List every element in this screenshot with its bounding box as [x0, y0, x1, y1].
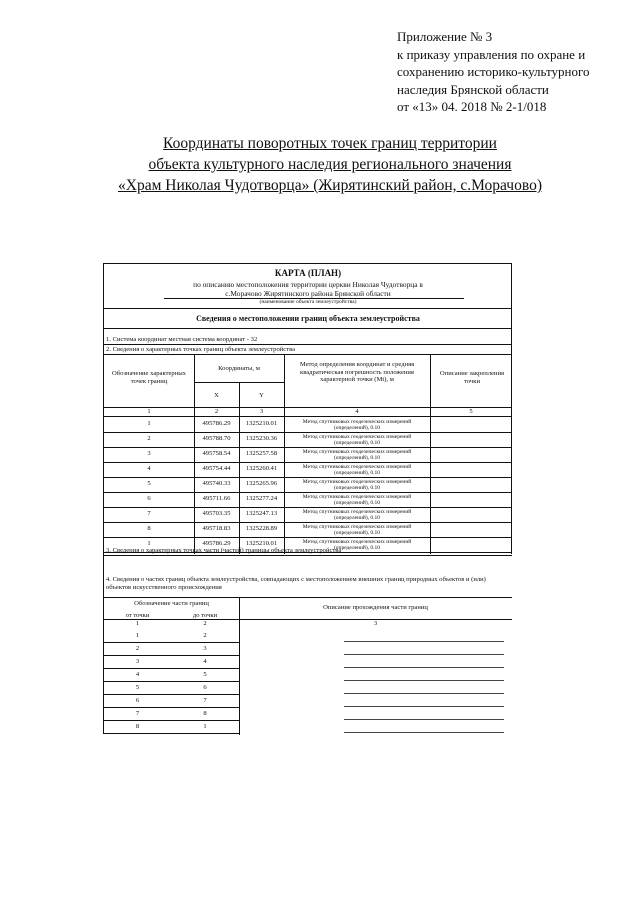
appendix-line: наследия Брянской области: [397, 81, 549, 97]
scanned-card: [103, 263, 512, 734]
table-row: [104, 507, 512, 522]
point-y: 1325260.41: [245, 465, 278, 472]
title-line: Координаты поворотных точек границ территории: [163, 135, 497, 152]
point-x: 495786.29: [202, 540, 231, 547]
appendix-line: от «13» 04. 2018 № 2-1/018: [397, 99, 547, 114]
point-y: 1325210.01: [245, 540, 278, 547]
card-subtitle-note: (наименование объекта землеустройства): [259, 299, 357, 305]
card-subtitle: с.Морачово Жирятинского района Брянской области: [225, 289, 391, 298]
col-y-header: Y: [259, 392, 264, 399]
table-row: [104, 417, 512, 432]
parts-num: 2: [203, 620, 207, 627]
part-to: 8: [203, 710, 207, 717]
part-to: 4: [203, 658, 207, 665]
point-method: Метод спутниковых геодезических измерений (определений), 0.10: [302, 539, 412, 551]
table-row: [104, 492, 512, 507]
part-from: 6: [135, 697, 140, 704]
col-num: 2: [214, 408, 219, 415]
part-to: 6: [203, 684, 207, 691]
table-row: [104, 447, 512, 462]
point-id: 1: [147, 540, 151, 547]
point-x: 495718.83: [202, 525, 231, 532]
divider: [104, 555, 512, 556]
part-from: 2: [135, 645, 140, 652]
item-1: 1. Система координат местная система координат - 32: [106, 336, 258, 343]
part-from: 5: [135, 684, 140, 691]
row-divider: [104, 733, 239, 734]
part-from: 7: [135, 710, 140, 717]
parts-col-header: Обозначение части границ: [134, 600, 209, 607]
part-from: 3: [135, 658, 140, 665]
appendix-line: к приказу управления по охране и: [397, 46, 586, 62]
item-4: 4. Сведения о частях границ объекта землеустройства, совпадающих с местоположением внешних границ природных объектов и (или) объектов искусственного происхождения: [106, 576, 486, 591]
card-subtitle: по описанию местоположения территории церкви Николая Чудотворца в: [193, 280, 423, 289]
point-y: 1325247.13: [245, 510, 278, 517]
point-method: Метод спутниковых геодезических измерений (определений), 0.10: [302, 524, 412, 536]
appendix-line: сохранению историко-культурного: [397, 64, 590, 79]
item-2: 2. Сведения о характерных точках границ объекта землеустройства: [106, 346, 296, 353]
col-coords-header: Координаты, м: [218, 365, 260, 372]
point-id: 1: [147, 420, 151, 427]
point-method: Метод спутниковых геодезических измерений (определений), 0.10: [302, 434, 412, 446]
col-x-header: X: [214, 392, 219, 399]
item-3: 3. Сведения о характерных точках части (частей) границы объекта землеустройства: [106, 547, 342, 554]
parts-col-to: до точки: [192, 612, 218, 619]
point-x: 495786.29: [202, 420, 231, 427]
col-num: 4: [355, 408, 359, 415]
point-x: 495758.54: [202, 450, 231, 457]
table-row: [104, 432, 512, 447]
title-line: объекта культурного наследия регионального значения: [148, 156, 512, 173]
card-heading: КАРТА (ПЛАН): [274, 268, 342, 278]
part-to: 7: [203, 697, 207, 704]
col-desc-header: Описание закрепления точки: [439, 370, 505, 385]
part-to: 2: [203, 632, 207, 639]
point-method: Метод спутниковых геодезических измерений (определений), 0.10: [302, 419, 412, 431]
parts-num: 1: [135, 620, 140, 627]
point-x: 495788.70: [202, 435, 231, 442]
divider: [104, 328, 512, 329]
point-y: 1325265.96: [245, 480, 278, 487]
appendix-block: [397, 28, 627, 116]
point-id: 3: [147, 450, 151, 457]
document-title: [60, 133, 600, 196]
part-from: 4: [135, 671, 140, 678]
point-y: 1325257.58: [245, 450, 278, 457]
part-to: 5: [203, 671, 207, 678]
point-method: Метод спутниковых геодезических измерений (определений), 0.10: [302, 449, 412, 461]
divider: [104, 308, 512, 309]
col-num: 1: [147, 408, 151, 415]
part-to: 1: [203, 723, 207, 730]
appendix-line: Приложение № 3: [397, 29, 493, 44]
col-num: 5: [469, 408, 473, 415]
parts-col-from: от точки: [125, 612, 150, 619]
table-row: [104, 522, 512, 537]
point-id: 7: [147, 510, 151, 517]
col-point-header: Обозначение характерных точек границ: [112, 370, 186, 385]
point-x: 495711.66: [202, 495, 231, 502]
table-row: [104, 462, 512, 477]
point-y: 1325277.24: [245, 495, 278, 502]
part-from: 8: [135, 723, 140, 730]
col-method-header: Метод определения координат и средняя квадратическая погрешность положения характерной точки (Mt), м: [299, 361, 415, 384]
parts-num: 3: [373, 620, 378, 627]
point-method: Метод спутниковых геодезических измерений (определений), 0.10: [302, 464, 412, 476]
scan-line: [344, 732, 504, 733]
divider: [104, 344, 512, 345]
point-method: Метод спутниковых геодезических измерений (определений), 0.10: [302, 494, 412, 506]
point-id: 4: [147, 465, 151, 472]
point-id: 6: [147, 495, 151, 502]
point-id: 2: [147, 435, 151, 442]
col-num: 3: [259, 408, 264, 415]
table-row: [104, 477, 512, 492]
point-id: 8: [147, 525, 151, 532]
part-from: 1: [135, 632, 140, 639]
point-method: Метод спутниковых геодезических измерений (определений), 0.10: [302, 509, 412, 521]
point-y: 1325230.36: [245, 435, 278, 442]
point-x: 495740.33: [202, 480, 231, 487]
point-x: 495754.44: [202, 465, 231, 472]
point-y: 1325228.89: [245, 525, 278, 532]
point-method: Метод спутниковых геодезических измерений (определений), 0.10: [302, 479, 412, 491]
point-id: 5: [147, 480, 151, 487]
point-y: 1325210.01: [245, 420, 278, 427]
point-x: 495703.35: [202, 510, 231, 517]
title-line: «Храм Николая Чудотворца» (Жирятинский район, с.Морачово): [118, 177, 542, 194]
parts-col-desc-header: Описание прохождения части границ: [323, 604, 428, 611]
part-to: 3: [203, 645, 207, 652]
section-heading: Сведения о местоположении границ объекта землеустройства: [196, 314, 420, 323]
